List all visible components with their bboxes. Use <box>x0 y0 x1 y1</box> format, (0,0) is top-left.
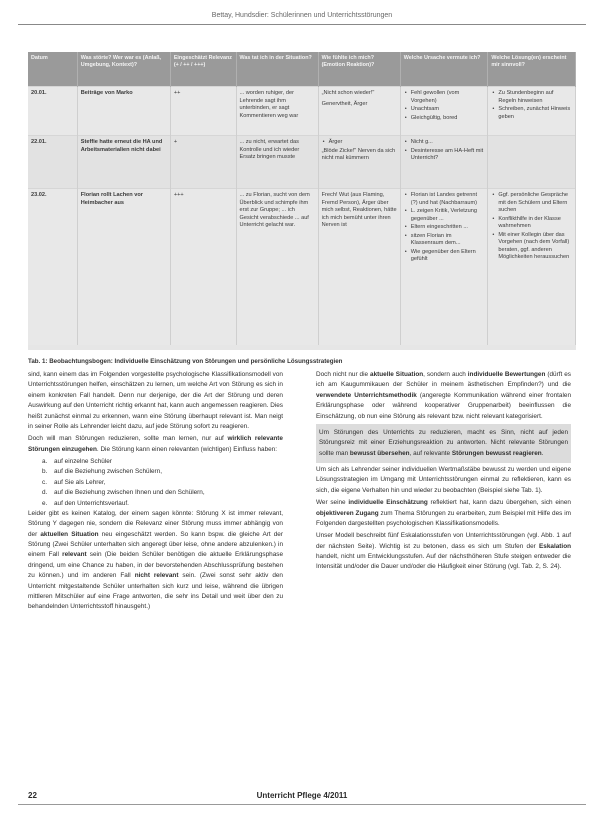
paragraph <box>316 498 571 529</box>
text-run: sein (Die beiden Schüler benötigen die aktuelle Erklärungsphase dringend, um eine Chance zu haben, in der bevorstehenden Abschlussprüfung bestehen zu können.) und im anderen Fall <box>28 551 284 580</box>
list-item: • Florian ist Landes getrennt (?) und hat (Nachbarraum) <box>411 192 485 207</box>
list-letter: c. <box>42 478 47 486</box>
header-solution: Welche Lösung(en) erscheint mir sinnvoll? <box>488 52 576 87</box>
body-column-left <box>28 370 283 615</box>
text-run: Um Störungen des Unterrichts zu reduzieren, macht es Sinn, nicht auf jeden Störungsreiz mit einer Erziehungsreaktion zu antworten. Nicht relevante Störungen sollte man <box>319 428 568 457</box>
observation-table <box>28 52 576 350</box>
header-rule <box>18 24 586 25</box>
text-run: Unser Modell beschreibt fünf Eskalationsstufen von Unterrichtsstörungen (vgl. Abb. 1 auf der nächsten Seite). Wichtig ist zu betonen, dass es sich um Stufen der <box>316 532 571 550</box>
running-header: Bettay, Hundsdier: Schülerinnen und Unterrichtsstörungen <box>211 12 393 19</box>
header-feeling: Wie fühlte ich mich? (Emotion Reaktion)? <box>318 52 400 87</box>
text-run: Leider gibt es keinen Katalog, der einem sagen könnte: Störung X ist immer relevant, Störung Y dagegen nie, sondern die Relevanz einer Störung muss immer abhängig von der <box>28 509 283 538</box>
feeling-emotion: Genervtheit, Ärger <box>321 100 368 107</box>
feeling-quote: „Nicht schon wieder!" <box>321 90 375 96</box>
table-caption: Tab. 1: Beobachtungsbogen: Individuelle Einschätzung von Störungen und persönliche Lösungsstrategien <box>28 358 343 365</box>
emphasis: individuelle Einschätzung <box>348 499 428 507</box>
table-row <box>28 189 576 346</box>
cell-date: 23.02. <box>28 189 77 346</box>
list-item: • L. zeigen Kritik, Verletzung gegenüber ... <box>411 208 485 223</box>
cell-date: 20.01. <box>28 87 77 136</box>
text-run: handelt, nicht um Entwicklungsstufen. Auf der nächsthöheren Stufe steigen entweder die Intensität und/oder die Dauer und/oder die Häufigkeit einer Störung (vgl. Tab. 2, S. 24). <box>316 553 571 571</box>
emphasis: relevant <box>62 551 87 559</box>
journal-title: Unterricht Pflege 4/2011 <box>256 791 348 800</box>
cell-cause <box>400 87 488 136</box>
cell-feeling <box>318 136 400 189</box>
list-text: auf Sie als Lehrer, <box>54 478 106 486</box>
list-letter: b. <box>42 468 48 476</box>
text-run: Doch nicht nur die <box>316 371 371 378</box>
paragraph <box>28 434 283 455</box>
list-item <box>42 478 283 488</box>
list-item: • Nicht g... <box>411 139 485 147</box>
paragraph <box>316 370 571 422</box>
list-item: • Desinteresse am HA-Heft mit Unterricht? <box>411 148 485 163</box>
list-item: • Gleichgültig, bored <box>411 115 485 123</box>
list-item: • Eltern eingeschritten ... <box>411 224 485 232</box>
cell-relevance: ++ <box>170 87 236 136</box>
paragraph: Um sich als Lehrender seiner individuellen Wertmaßstäbe bewusst zu werden und eigene Lösungsstrategien im Umgang mit Unterrichtsstörungen einmal zu reflektieren, kann es sich, die eigene Verhalten hin und wieder zu beobachten (Beispiel siehe Tab. 1). <box>316 466 571 494</box>
emphasis: individuelle Bewertungen <box>467 371 546 378</box>
table-row <box>28 87 576 136</box>
feeling-quote: „Blöde Zicke!" Nerven da sich nicht mal kümmern <box>321 147 396 162</box>
list-item <box>42 499 283 509</box>
cell-action: ... worden ruhiger, der Lehrende sagt ihm unterbinden, er sagt Kommentieren weg war <box>236 87 318 136</box>
text-run: , sondern auch <box>423 371 468 378</box>
cell-feeling: Frech! Wut (aus Flaming, Fremd Person), Ärger über mich selbst, Reaktionen, hätte ich mich bemüht unter ihren Nerven ist <box>318 189 400 346</box>
cell-solution <box>488 136 576 189</box>
cell-solution <box>488 189 576 346</box>
highlight-box <box>316 424 571 463</box>
cell-date: 22.01. <box>28 136 77 189</box>
list-item: • Zu Stundenbeginn auf Regeln hinweisen <box>498 90 572 105</box>
list-text: auf die Beziehung zwischen Schülern, <box>54 468 162 476</box>
header-what: Was störte? Wer war es (Anlaß, Umgebung, Kontext)? <box>77 52 170 87</box>
list-item: • Konflikthilfe in der Klasse wahrnehmen <box>498 216 572 231</box>
table-row <box>28 136 576 189</box>
emphasis: bewusst übersehen <box>349 449 410 457</box>
paragraph: sind, kann einem das im Folgenden vorgestellte psychologische Klassifikationsmodell von Unterrichtsstörungen helfen, einschätzen zu lernen, um welche Art von Störung es sich in einem konkreten Fall handelt. Denn nur derjenige, der die Art der Störung und deren Auswirkung auf den Unterricht richtig erkannt hat, kann auch angemessen reagieren. Dies heißt zunächst einmal zu erkennen, wann eine Störung überhaupt relevant ist. Man neigt in seiner Rolle als Lehrender leicht dazu, auf jede Störung sofort zu reagieren. <box>28 371 283 430</box>
text-run: (angeregte Kommunikation während einer frontalen Erklärungsphase oder während kooperativer Gruppenarbeit) beeinflussen die Einschätzung, ob nun eine Störung als relevant bzw. nicht relevant kategorisiert. <box>316 391 571 420</box>
list-item <box>42 467 283 477</box>
text-run: . Die Störung kann einen relevanten (wichtigen) Einfluss haben: <box>96 445 278 453</box>
emphasis: Störungen bewusst reagieren <box>451 449 542 457</box>
list-item: • Wie gegenüber den Eltern gefühlt <box>411 249 485 264</box>
text-run: . <box>541 449 544 457</box>
list-text: auf den Unterrichtsverlauf. <box>54 499 129 507</box>
page-number: 22 <box>28 791 37 800</box>
emphasis: aktuelle Situation <box>370 371 424 378</box>
emphasis: wirklich relevante Störungen einzugehen <box>28 435 283 453</box>
text-run: sein. (Zwei sonst sehr aktiv den Unterricht mitgestaltende Schüler unterhalten sich kurz und leise, während die übrigen mittleren Mitschüler auf eine Frage antworten, die sehr ins Detail und weit über den zu behandelnden Unterrichtsstoff hinausgeht.) <box>28 572 283 611</box>
header-cause: Welche Ursache vermute ich? <box>400 52 488 87</box>
list-item: • Schreiben, zunächst Hinweis geben <box>498 106 572 121</box>
list-letter: d. <box>42 489 48 497</box>
text-run: neu eingeschätzt werden. So kann bspw. die gleiche Art der Störung (Zwei Schüler unterhalten sich angeregt über leise, ohne andere abzulenken.) in einem Fall <box>28 530 283 559</box>
cell-action: ... zu nicht, erwartet das Kontrolle und ich wieder Ersatz bringen musste <box>236 136 318 189</box>
cell-solution <box>488 87 576 136</box>
header-date: Datum <box>28 52 77 87</box>
cell-cause <box>400 136 488 189</box>
list-letter: a. <box>42 458 48 465</box>
list-item: • Mit einer Kollegin über das Vorgehen (nach dem Vorfall) beraten, ggf. anderen Möglichkeiten heraussuchen <box>498 232 572 262</box>
list-item: • sitzen Florian im Klassenraum dem... <box>411 233 485 248</box>
cell-what: Beiträge von Marko <box>77 87 170 136</box>
text-run: Doch will man Störungen reduzieren, sollte man lernen, nur auf <box>28 435 228 443</box>
emphasis: objektiveren Zugang <box>316 509 379 517</box>
influence-list <box>28 457 283 509</box>
list-item: • Fehl gewollen (vom Vorgehen) <box>411 90 485 105</box>
list-text: auf einzelne Schüler <box>54 458 112 465</box>
table-header-row <box>28 52 576 87</box>
list-item: • Unachtsam <box>411 106 485 114</box>
text-run: zum Thema Störungen zu erarbeiten, zum Beispiel mit Hilfe des im Folgenden dargestellten psychologischen Klassifikationsmodells. <box>316 509 571 527</box>
cell-cause <box>400 189 488 346</box>
paragraph <box>316 531 571 573</box>
cell-what: Florian rollt Lachen vor Heimbacher aus <box>77 189 170 346</box>
list-item: • Ärger <box>329 139 397 147</box>
text-run: (dürft es ich am Kaugummikauen der Schüler in meinem ästhetischen Empfinden?) und die <box>316 371 571 389</box>
cell-relevance: + <box>170 136 236 189</box>
list-item <box>42 488 283 498</box>
emphasis: verwendete Unterrichtsmethodik <box>316 391 417 399</box>
text-run: reflektiert hat, kann dazu übergehen, sich einen <box>427 499 571 507</box>
footer-rule <box>18 804 586 805</box>
emphasis: nicht relevant <box>134 572 179 580</box>
cell-what: Steffie hatte erneut die HA und Arbeitsmaterialien nicht dabei <box>77 136 170 189</box>
text-run: , auf relevante <box>409 449 452 457</box>
header-action: Was tat ich in der Situation? <box>236 52 318 87</box>
text-run: Wer seine <box>316 499 349 507</box>
header-relevance: Eingeschätzt Relevanz (+ / ++ / +++) <box>170 52 236 87</box>
cell-action: ... zu Florian, sucht von dem Überblick und schimpfe ihm erst zur Gruppe; ... ich Gesicht verabschiede ... auf Unterricht gelacht war. <box>236 189 318 346</box>
emphasis: aktuellen Situation <box>40 530 99 538</box>
emphasis: Eskalation <box>539 542 571 550</box>
list-item: • Ggf. persönliche Gespräche mit den Schülern und Eltern suchen <box>498 192 572 215</box>
list-text: auf die Beziehung zwischen Ihnen und den Schülern, <box>54 489 205 497</box>
body-column-right <box>316 370 571 575</box>
cell-relevance: +++ <box>170 189 236 346</box>
paragraph <box>28 509 283 613</box>
list-letter: e. <box>42 499 48 507</box>
cell-feeling <box>318 87 400 136</box>
list-item <box>42 457 283 467</box>
